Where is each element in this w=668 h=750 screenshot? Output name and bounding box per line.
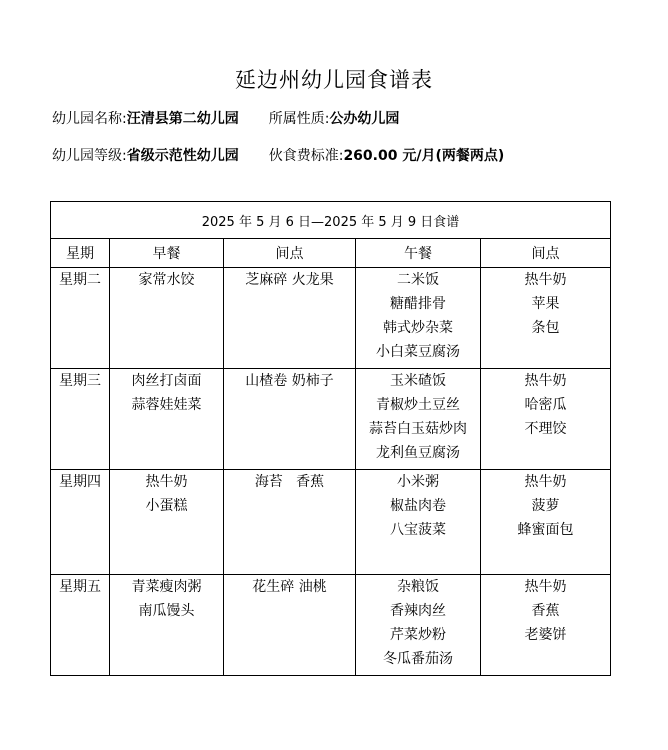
menu-item: 香辣肉丝: [390, 603, 446, 619]
menu-item: 老婆饼: [524, 627, 567, 643]
page-title: 延边州幼儿园食谱表: [235, 68, 433, 92]
menu-item: 蒜苔白玉菇炒肉: [369, 421, 467, 437]
menu-item: 花生碎 油桃: [252, 579, 327, 595]
kindergarten-name-value: 汪清县第二幼儿园: [126, 111, 239, 127]
weekday-cell: 星期二: [51, 268, 110, 369]
header-breakfast: 早餐: [110, 239, 224, 268]
menu-item: 家常水饺: [138, 272, 195, 288]
fee-label: 伙食费标准:: [268, 148, 344, 164]
menu-item: 杂粮饭: [397, 579, 439, 595]
menu-item: 芹菜炒粉: [390, 627, 446, 643]
menu-item: 不理饺: [524, 421, 567, 437]
nature-value: 公办幼儿园: [329, 111, 400, 127]
menu-item: 苹果: [531, 296, 560, 312]
date-range: 2025 年 5 月 6 日—2025 年 5 月 9 日食谱: [51, 202, 611, 239]
menu-item: 蒜蓉娃娃菜: [131, 397, 202, 413]
snack2-cell: [481, 268, 611, 369]
menu-item: 冬瓜番茄汤: [383, 651, 453, 667]
menu-item: 小白菜豆腐汤: [376, 344, 460, 360]
menu-item: 青菜瘦肉粥: [131, 579, 202, 595]
grade-label: 幼儿园等级:: [52, 148, 127, 164]
menu-item: 韩式炒杂菜: [383, 320, 453, 336]
menu-item: 海苔 香蕉: [254, 474, 325, 490]
menu-item: 小米粥: [397, 474, 439, 490]
breakfast-cell: [110, 268, 224, 369]
breakfast-cell: [110, 575, 224, 676]
menu-item: 青椒炒土豆丝: [376, 397, 460, 413]
weekday-cell: 星期三: [51, 369, 110, 470]
breakfast-cell: [110, 470, 224, 575]
header-snack-2: 间点: [481, 239, 611, 268]
lunch-cell: [356, 470, 481, 575]
kindergarten-name-label: 幼儿园名称:: [52, 111, 127, 127]
menu-item: 南瓜馒头: [138, 603, 195, 619]
weekday-cell: 星期五: [51, 575, 110, 676]
table-row: [51, 470, 611, 575]
menu-item: 香蕉: [531, 603, 560, 619]
menu-item: 哈密瓜: [524, 397, 567, 413]
menu-item: 蜂蜜面包: [517, 522, 574, 538]
snack2-cell: [481, 575, 611, 676]
breakfast-cell: [110, 369, 224, 470]
menu-item: 热牛奶: [145, 474, 188, 490]
menu-item: 菠萝: [531, 498, 560, 514]
menu-item: 条包: [531, 320, 560, 336]
menu-item: 热牛奶: [524, 579, 567, 595]
snack1-cell: [224, 268, 356, 369]
lunch-cell: [356, 575, 481, 676]
table-header-row: [51, 239, 611, 268]
menu-item: 玉米碴饭: [390, 373, 446, 389]
menu-item: 热牛奶: [524, 373, 567, 389]
menu-table: [50, 201, 611, 676]
menu-item: 山楂卷 奶柿子: [245, 373, 334, 389]
grade-value: 省级示范性幼儿园: [126, 148, 239, 164]
menu-item: 肉丝打卤面: [131, 373, 202, 389]
table-row: [51, 575, 611, 676]
menu-item: 糖醋排骨: [390, 296, 446, 312]
menu-item: 芝麻碎 火龙果: [245, 272, 334, 288]
info-line-2: [52, 145, 504, 165]
menu-item: 椒盐肉卷: [390, 498, 446, 514]
menu-item: 热牛奶: [524, 474, 567, 490]
table-row: [51, 369, 611, 470]
header-weekday: 星期: [51, 239, 110, 268]
menu-item: 二米饭: [397, 272, 439, 288]
table-row: [51, 268, 611, 369]
lunch-cell: [356, 369, 481, 470]
info-line-1: [52, 108, 399, 128]
fee-value: 260.00 元/月(两餐两点): [343, 148, 505, 164]
snack1-cell: [224, 470, 356, 575]
snack1-cell: [224, 575, 356, 676]
header-snack-1: 间点: [224, 239, 356, 268]
nature-label: 所属性质:: [268, 111, 330, 127]
snack2-cell: [481, 369, 611, 470]
menu-item: 八宝菠菜: [390, 522, 446, 538]
weekday-cell: 星期四: [51, 470, 110, 575]
menu-item: 小蛋糕: [145, 498, 188, 514]
lunch-cell: [356, 268, 481, 369]
menu-item: 龙利鱼豆腐汤: [376, 445, 460, 461]
header-lunch: 午餐: [356, 239, 481, 268]
snack2-cell: [481, 470, 611, 575]
menu-item: 热牛奶: [524, 272, 567, 288]
snack1-cell: [224, 369, 356, 470]
